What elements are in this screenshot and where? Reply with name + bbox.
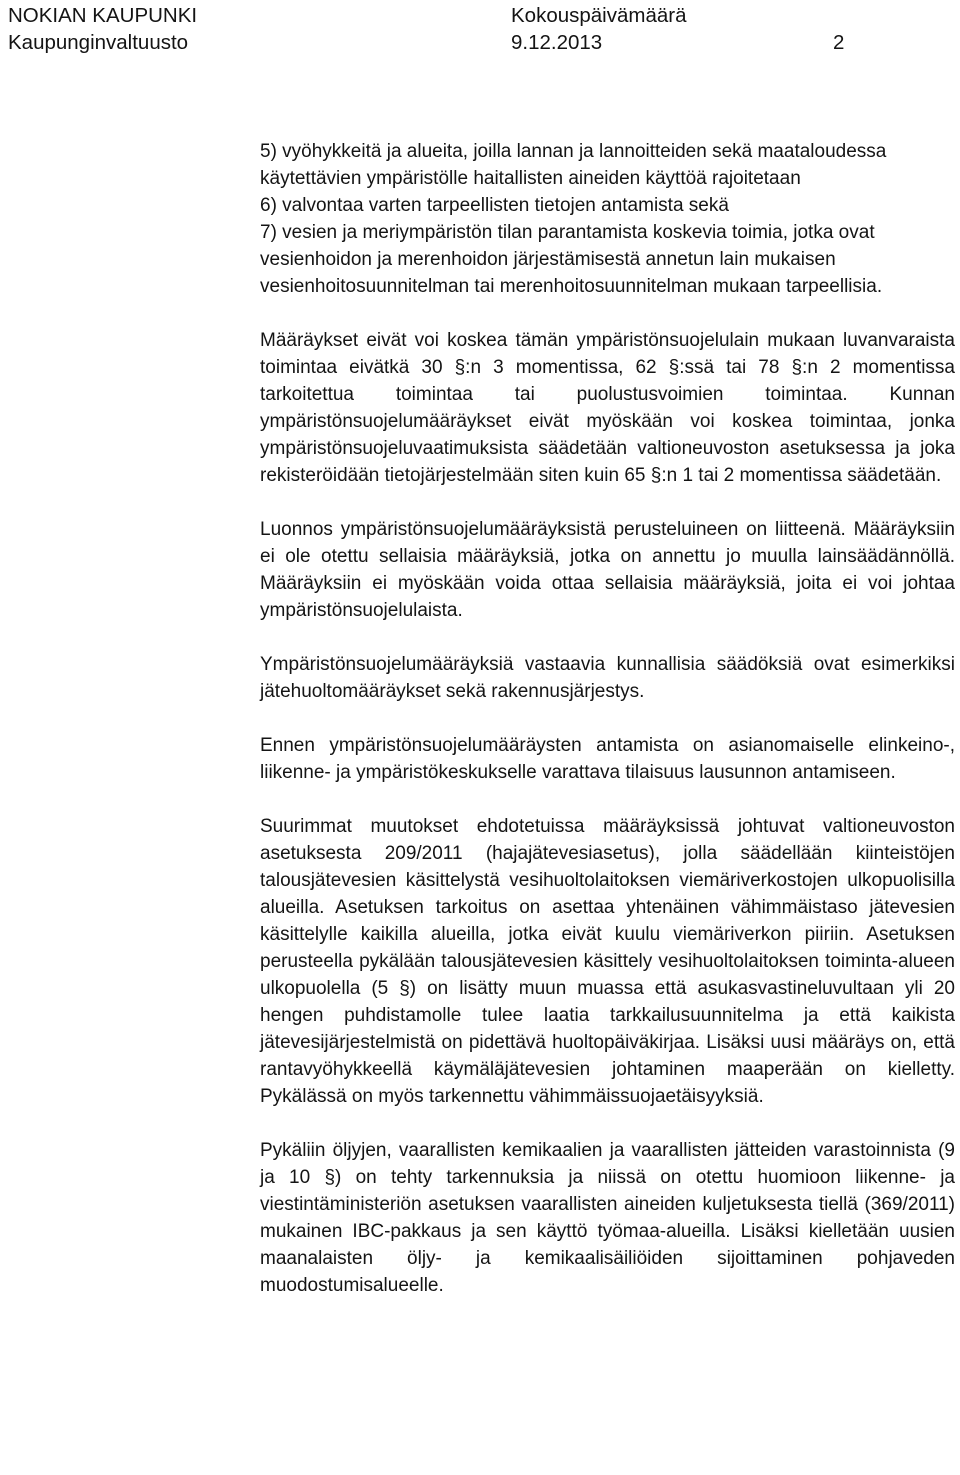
- document-header: [0, 0, 960, 60]
- paragraph: Ennen ympäristönsuojelumääräysten antamista on asianomaiselle elinkeino-, liikenne- ja ympäristökeskukselle varattava tilaisuus lausunnon antamiseen.: [260, 735, 955, 783]
- paragraph: Ympäristönsuojelumääräyksiä vastaavia kunnallisia säädöksiä ovat esimerkiksi jätehuoltomääräykset sekä rakennusjärjestys.: [260, 654, 955, 702]
- list-item: 7) vesien ja meriympäristön tilan parantamista koskevia toimia, jotka ovat vesienhoidon ja merenhoidon järjestämisestä annetun lain mukaisen vesienhoitosuunnitelman tai merenhoitosuunnitelman mukaan tarpeellisia.: [260, 222, 883, 297]
- organization-name: NOKIAN KAUPUNKI: [8, 4, 198, 27]
- document-body: [260, 138, 955, 1299]
- numbered-list: [260, 138, 955, 300]
- meeting-date-label: Kokouspäivämäärä: [511, 4, 687, 27]
- paragraph: Pykäliin öljyjen, vaarallisten kemikaalien ja vaarallisten jätteiden varastoinnista (9 ja 10 §) on tehty tarkennuksia ja niissä on otettu huomioon liikenne- ja viestintäministeriön asetuksen vaarallisten aineiden kuljetuksesta tiellä (369/2011) mukainen IBC-pakkaus ja sen käyttö työmaa-alueilla. Lisäksi kielletään uusien maanalaisten öljy- ja kemikaalisäiliöiden sijoittaminen pohjaveden muodostumisalueelle.: [260, 1140, 955, 1296]
- list-item: 6) valvontaa varten tarpeellisten tietojen antamista sekä: [260, 195, 729, 216]
- meeting-date: 9.12.2013: [511, 31, 603, 54]
- page-number: 2: [833, 31, 845, 54]
- paragraph: Luonnos ympäristönsuojelumääräyksistä perusteluineen on liitteenä. Määräyksiin ei ole otettu sellaisia määräyksiä, jotka on annettu jo muulla lainsäädännöllä. Määräyksiin ei myöskään voida ottaa sellaisia määräyksiä, joita ei voi johtaa ympäristönsuojelulaista.: [260, 519, 955, 621]
- paragraph: Määräykset eivät voi koskea tämän ympäristönsuojelulain mukaan luvanvaraista toimintaa eivätkä 30 §:n 3 momentissa, 62 §:ssä tai 78 §:n 2 momentissa tarkoitettua toimintaa tai puolustusvoimien toimintaa. Kunnan ympäristönsuojelumääräykset eivät myöskään voi koskea toimintaa, jonka ympäristönsuojeluvaatimuksista säädetään valtioneuvoston asetuksessa ja joka rekisteröidään tietojärjestelmään siten kuin 65 §:n 1 tai 2 momentissa säädetään.: [260, 330, 955, 486]
- paragraph: Suurimmat muutokset ehdotetuissa määräyksissä johtuvat valtioneuvoston asetuksesta 209/2011 (hajajätevesiasetus), jolla säädellään kiinteistöjen talousjätevesien käsittelystä vesihuoltolaitoksen viemäriverkostojen ulkopuolisilla alueilla. Asetuksen tarkoitus on asettaa yhtenäinen vähimmäistaso jätevesien käsittelylle kaikilla alueilla, jotka eivät kuulu viemäriverkon piiriin. Asetuksen perusteella pykälään talousjätevesien käsittely vesihuoltolaitoksen toiminta-alueen ulkopuolella (5 §) on lisätty muun muassa että asukasvastineluvultaan yli 20 hengen puhdistamolle tulee laatia tarkkailusuunnitelma ja että kaikista jätevesijärjestelmistä on pidettävä huoltopäiväkirjaa. Lisäksi uusi määräys on, että rantavyöhykkeellä käymäläjätevesien johtaminen maaperään on kielletty. Pykälässä on myös tarkennettu vähimmäissuojaetäisyyksiä.: [260, 816, 955, 1107]
- list-item: 5) vyöhykkeitä ja alueita, joilla lannan ja lannoitteiden sekä maataloudessa käytettävien ympäristölle haitallisten aineiden käyttöä rajoitetaan: [260, 141, 887, 189]
- council-name: Kaupunginvaltuusto: [8, 31, 189, 54]
